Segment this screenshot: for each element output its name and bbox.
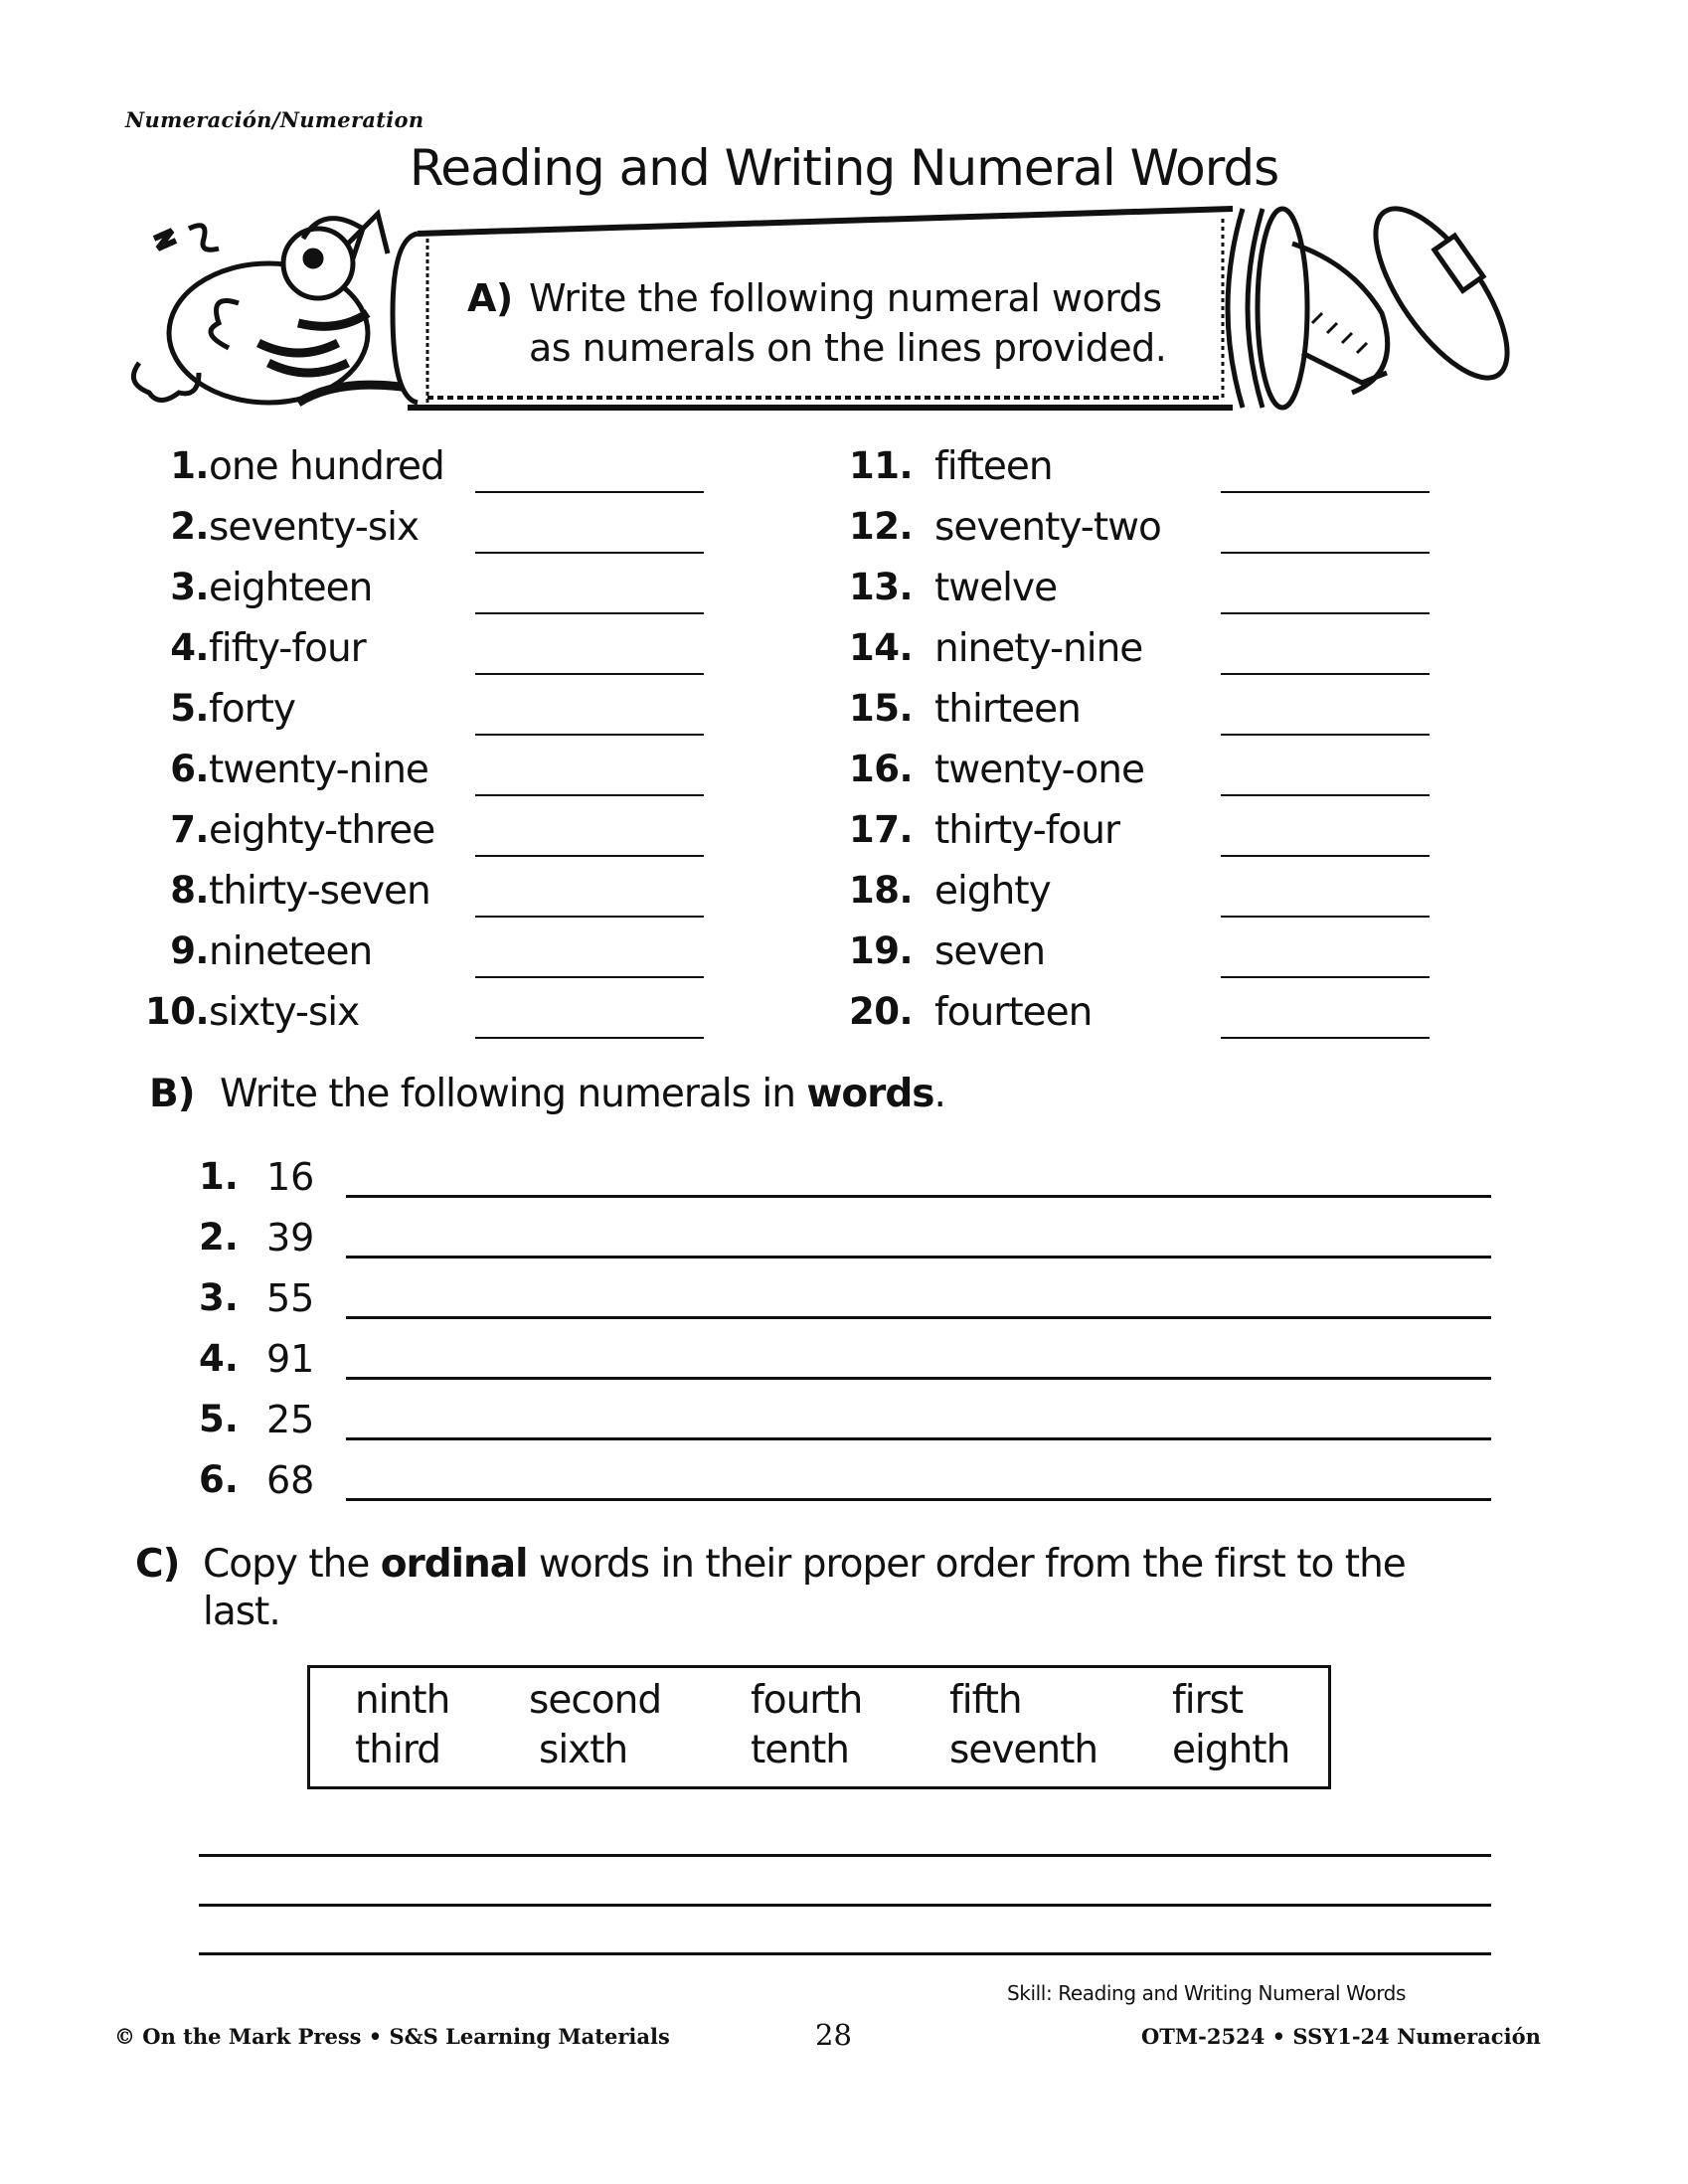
item-number: 11.	[848, 444, 913, 487]
answer-line[interactable]	[346, 1437, 1491, 1440]
part-b-instruction-end: .	[933, 1072, 945, 1116]
item-word: ninety-nine	[934, 626, 1143, 671]
part-b-item	[199, 1458, 1491, 1519]
item-word: eighty-three	[209, 808, 435, 853]
answer-line[interactable]	[475, 855, 704, 857]
answer-line[interactable]	[475, 794, 704, 796]
item-word: twenty-nine	[209, 748, 428, 792]
part-a-item	[833, 626, 1430, 687]
ordinal-word: eighth	[1172, 1728, 1290, 1772]
part-a-item	[833, 444, 1430, 505]
part-c-instruction-body	[135, 1541, 1428, 1636]
part-a-item	[127, 566, 724, 626]
part-a-item	[127, 748, 724, 808]
item-number: 4.	[170, 626, 209, 669]
part-a-item	[833, 505, 1430, 566]
item-number: 13.	[848, 566, 913, 608]
ordinal-word: fourth	[751, 1678, 863, 1723]
item-word: twenty-one	[934, 748, 1144, 792]
item-word: thirty-four	[934, 808, 1119, 853]
part-c-instruction-text: Copy the	[203, 1542, 381, 1587]
part-a-item	[127, 505, 724, 566]
item-number: 2.	[199, 1216, 239, 1259]
answer-line[interactable]	[199, 1904, 1491, 1907]
ordinal-word: first	[1172, 1678, 1244, 1723]
item-number: 1.	[170, 444, 209, 487]
answer-line[interactable]	[475, 491, 704, 493]
answer-line[interactable]	[475, 916, 704, 918]
answer-line[interactable]	[1221, 673, 1430, 675]
part-a-instruction-line-1: Write the following numeral words	[529, 276, 1162, 320]
answer-line[interactable]	[1221, 855, 1430, 857]
part-b-item	[199, 1216, 1491, 1276]
ordinal-word: seventh	[949, 1728, 1098, 1772]
answer-line[interactable]	[346, 1316, 1491, 1319]
answer-line[interactable]	[346, 1256, 1491, 1259]
part-a-instructions	[467, 273, 1166, 373]
part-b-instructions	[149, 1072, 945, 1116]
answer-line[interactable]	[475, 1037, 704, 1039]
part-a-item	[833, 869, 1430, 929]
item-number: 15.	[848, 687, 913, 730]
ordinal-word: tenth	[751, 1728, 850, 1772]
part-a-item	[127, 869, 724, 929]
item-number: 14.	[848, 626, 913, 669]
part-a-instruction-line-2: as numerals on the lines provided.	[529, 326, 1167, 370]
ordinal-word: second	[529, 1678, 662, 1723]
item-number: 2.	[170, 505, 209, 548]
item-word: eighty	[934, 869, 1051, 914]
item-word: twelve	[934, 566, 1058, 610]
part-a-item	[127, 626, 724, 687]
answer-line[interactable]	[475, 552, 704, 554]
answer-line[interactable]	[1221, 491, 1430, 493]
part-a-item	[127, 808, 724, 869]
ordinal-word: fifth	[949, 1678, 1022, 1723]
part-c-instruction-end: words in their proper order from the first to the last.	[203, 1542, 1406, 1634]
item-word: eighteen	[209, 566, 373, 610]
ordinal-word: third	[355, 1728, 440, 1772]
item-number: 12.	[848, 505, 913, 548]
part-b-item	[199, 1276, 1491, 1337]
item-number: 6.	[199, 1458, 239, 1501]
answer-line[interactable]	[346, 1377, 1491, 1380]
page-number: 28	[815, 2018, 852, 2052]
item-number: 6.	[170, 748, 209, 790]
answer-line[interactable]	[346, 1498, 1491, 1501]
item-numeral: 55	[266, 1276, 315, 1320]
item-number: 20.	[848, 990, 913, 1033]
item-number: 5.	[170, 687, 209, 730]
part-c-letter: C)	[135, 1542, 180, 1587]
part-a-item	[127, 990, 724, 1051]
item-number: 3.	[199, 1276, 239, 1319]
item-word: nineteen	[209, 929, 373, 974]
part-a-letter: A)	[467, 276, 513, 320]
answer-line[interactable]	[1221, 612, 1430, 614]
part-a-item	[833, 990, 1430, 1051]
part-a-item	[127, 444, 724, 505]
section-label: Numeración/Numeration	[125, 107, 424, 132]
item-word: seventy-six	[209, 505, 420, 550]
item-word: one hundred	[209, 444, 444, 489]
item-number: 10.	[144, 990, 209, 1033]
item-word: fourteen	[934, 990, 1093, 1035]
answer-line[interactable]	[1221, 916, 1430, 918]
part-b-instruction-text: Write the following numerals in	[219, 1072, 807, 1116]
answer-line[interactable]	[346, 1195, 1491, 1198]
answer-line[interactable]	[199, 1854, 1491, 1857]
answer-line[interactable]	[199, 1952, 1491, 1955]
item-number: 4.	[199, 1337, 239, 1380]
part-b-instruction-bold: words	[806, 1072, 934, 1116]
item-numeral: 16	[266, 1155, 315, 1199]
item-word: seventy-two	[934, 505, 1161, 550]
part-b-item	[199, 1337, 1491, 1398]
item-number: 8.	[170, 869, 209, 912]
answer-line[interactable]	[475, 976, 704, 978]
part-a-item	[833, 566, 1430, 626]
part-a-item	[833, 748, 1430, 808]
item-word: fifteen	[934, 444, 1053, 489]
sleeping-cat-icon	[133, 214, 408, 403]
item-number: 1.	[199, 1155, 239, 1198]
part-a-item	[127, 687, 724, 748]
item-number: 18.	[848, 869, 913, 912]
part-a-item	[833, 929, 1430, 990]
item-number: 9.	[170, 929, 209, 972]
part-a-item	[833, 808, 1430, 869]
item-numeral: 91	[266, 1337, 315, 1381]
item-number: 17.	[848, 808, 913, 851]
item-number: 5.	[199, 1398, 239, 1440]
item-numeral: 68	[266, 1458, 315, 1502]
item-number: 3.	[170, 566, 209, 608]
item-word: fifty-four	[209, 626, 366, 671]
ordinal-word: sixth	[539, 1728, 628, 1772]
answer-line[interactable]	[1221, 734, 1430, 736]
answer-line[interactable]	[1221, 976, 1430, 978]
answer-line[interactable]	[1221, 552, 1430, 554]
item-number: 19.	[848, 929, 913, 972]
item-numeral: 39	[266, 1216, 315, 1260]
part-a-item	[127, 929, 724, 990]
item-word: sixty-six	[209, 990, 360, 1035]
part-b-item	[199, 1398, 1491, 1458]
part-b-letter: B)	[149, 1072, 195, 1116]
trash-can-icon	[1228, 204, 1531, 408]
part-c-instructions	[135, 1541, 1428, 1636]
part-c-instruction-bold: ordinal	[380, 1542, 528, 1587]
item-numeral: 25	[266, 1398, 315, 1441]
copyright-text: © On the Mark Press • S&S Learning Materials	[114, 2024, 670, 2049]
answer-line[interactable]	[475, 612, 704, 614]
answer-line[interactable]	[1221, 1037, 1430, 1039]
answer-line[interactable]	[475, 734, 704, 736]
item-number: 7.	[170, 808, 209, 851]
answer-line[interactable]	[1221, 794, 1430, 796]
ordinal-word: ninth	[355, 1678, 450, 1723]
product-code: OTM-2524 • SSY1-24 Numeración	[1141, 2024, 1541, 2049]
answer-line[interactable]	[475, 673, 704, 675]
page-title-text: Reading and Writing Numeral Words	[409, 139, 1279, 197]
item-word: seven	[934, 929, 1046, 974]
item-number: 16.	[848, 748, 913, 790]
skill-caption: Skill: Reading and Writing Numeral Words	[1007, 1981, 1406, 2005]
ordinal-word-bank	[307, 1665, 1331, 1789]
part-a-item	[833, 687, 1430, 748]
item-word: thirteen	[934, 687, 1081, 732]
part-b-item	[199, 1155, 1491, 1216]
page-title	[0, 139, 1688, 197]
item-word: forty	[209, 687, 295, 732]
item-word: thirty-seven	[209, 869, 430, 914]
